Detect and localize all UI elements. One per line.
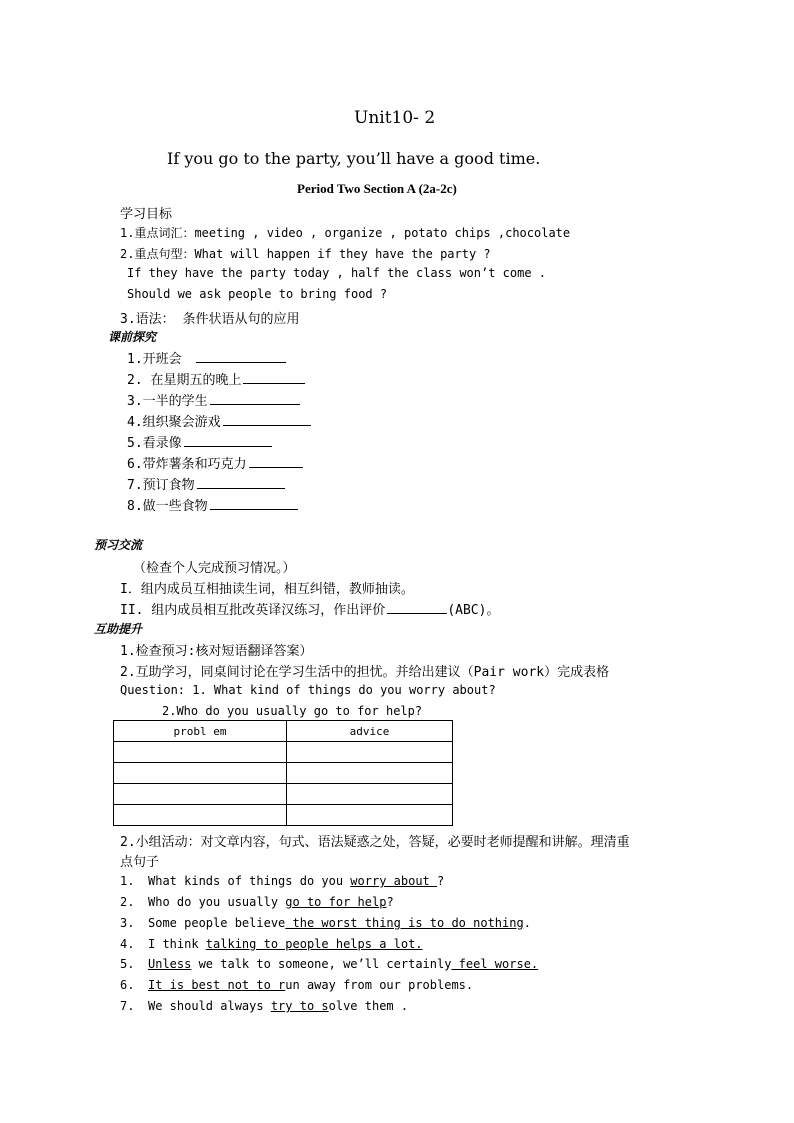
- table-cell[interactable]: [287, 742, 453, 763]
- preview-item: 5.看录像: [127, 432, 272, 451]
- answer-blank[interactable]: [210, 392, 300, 405]
- exchange-line-3: II. 组内成员相互批改英译汉练习，作出评价 (ABC)。: [120, 603, 500, 618]
- preview-item: 3.一半的学生: [127, 390, 300, 409]
- table-row: [114, 805, 453, 826]
- sentence-number: 3.: [120, 916, 135, 930]
- underlined-phrase: go to for help: [285, 895, 387, 909]
- key-sentence: 1. What kinds of things do you worry about ?: [120, 874, 445, 888]
- answer-blank[interactable]: [184, 434, 272, 447]
- page-subtitle: If you go to the party, you’ll have a good time.: [167, 149, 541, 168]
- period-label: Period Two Section A (2a-2c): [297, 181, 457, 196]
- improve-line-1: 1.检查预习:核对短语翻译答案）: [120, 644, 313, 659]
- goals-pattern-2: If they have the party today , half the class won’t come .: [127, 266, 547, 280]
- table-cell[interactable]: [114, 742, 287, 763]
- question-1: Question: 1. What kind of things do you worry about?: [120, 683, 496, 697]
- answer-blank[interactable]: [210, 497, 298, 510]
- table-cell[interactable]: [287, 763, 453, 784]
- key-sentence: 3. Some people believe the worst thing is to do nothing.: [120, 916, 531, 930]
- preview-item: 4.组织聚会游戏: [127, 411, 311, 430]
- table-cell[interactable]: [114, 784, 287, 805]
- answer-blank[interactable]: [196, 350, 286, 363]
- key-sentence: 7. We should always try to solve them .: [120, 999, 409, 1013]
- underlined-phrase: Unless: [148, 957, 192, 971]
- goals-vocab: 1.重点词汇：meeting , video , organize , potato chips ,chocolate: [120, 226, 571, 240]
- key-sentence: 4. I think talking to people helps a lot.: [120, 937, 423, 951]
- underlined-phrase: feel worse.: [451, 957, 539, 971]
- answer-blank[interactable]: [223, 413, 311, 426]
- rating-blank[interactable]: [387, 601, 447, 614]
- table-cell[interactable]: [287, 784, 453, 805]
- question-2: 2.Who do you usually go to for help?: [162, 704, 423, 718]
- page-title: Unit10- 2: [354, 108, 436, 128]
- table-cell[interactable]: [114, 763, 287, 784]
- group-line-2: 点句子: [120, 855, 160, 870]
- preview-item: 2. 在星期五的晚上: [127, 369, 305, 388]
- table-cell[interactable]: [287, 805, 453, 826]
- key-sentence: 5. Unless we talk to someone, we’ll certainly feel worse.: [120, 957, 539, 971]
- underlined-phrase: talking to people helps a lot.: [205, 937, 423, 951]
- sentence-number: 5.: [120, 957, 135, 971]
- underlined-phrase: try to s: [270, 999, 329, 1013]
- exchange-heading: 预习交流: [94, 538, 143, 552]
- answer-blank[interactable]: [197, 476, 285, 489]
- group-line-1: 2.小组活动：对文章内容，句式、语法疑惑之处，答疑，必要时老师提醒和讲解。理清重: [120, 835, 630, 850]
- underlined-phrase: worry about: [350, 874, 437, 888]
- key-sentence: 2. Who do you usually go to for help?: [120, 895, 394, 909]
- goals-pattern-3: Should we ask people to bring food ?: [127, 287, 388, 301]
- table-row: [114, 763, 453, 784]
- column-header-advice: advice: [287, 721, 453, 742]
- table-row: [114, 742, 453, 763]
- table-cell[interactable]: [114, 805, 287, 826]
- preview-item: 7.预订食物: [127, 474, 285, 493]
- goals-grammar: 3.语法： 条件状语从句的应用: [120, 312, 300, 327]
- improve-heading: 互助提升: [94, 622, 143, 636]
- table-header-row: [114, 721, 453, 742]
- goals-patterns: 2.重点句型：What will happen if they have the party ?: [120, 247, 491, 261]
- exchange-line-2: I．组内成员互相抽读生词，相互纠错，教师抽读。: [120, 582, 414, 597]
- preview-item: 1.开班会: [127, 348, 286, 367]
- problem-advice-table: [113, 720, 453, 826]
- preview-heading: 课前探究: [108, 330, 157, 344]
- sentence-number: 6.: [120, 978, 135, 992]
- answer-blank[interactable]: [249, 455, 303, 468]
- sentence-number: 4.: [120, 937, 135, 951]
- answer-blank[interactable]: [243, 371, 305, 384]
- underlined-phrase: It is best not to r: [148, 978, 286, 992]
- improve-line-2: 2.互助学习，同桌间讨论在学习生活中的担忧。并给出建议（Pair work）完成表格: [120, 665, 610, 680]
- preview-item: 8.做一些食物: [127, 495, 298, 514]
- underlined-phrase: the worst thing is to do nothing: [285, 916, 524, 930]
- sentence-number: 1.: [120, 874, 135, 888]
- key-sentence: 6. It is best not to run away from our problems.: [120, 978, 474, 992]
- column-header-problem: probl em: [114, 721, 287, 742]
- table-row: [114, 784, 453, 805]
- exchange-line-1: （检查个人完成预习情况。）: [133, 561, 296, 576]
- sentence-number: 2.: [120, 895, 135, 909]
- sentence-number: 7.: [120, 999, 135, 1013]
- preview-item: 6.带炸薯条和巧克力: [127, 453, 303, 472]
- goals-heading: 学习目标: [120, 207, 173, 222]
